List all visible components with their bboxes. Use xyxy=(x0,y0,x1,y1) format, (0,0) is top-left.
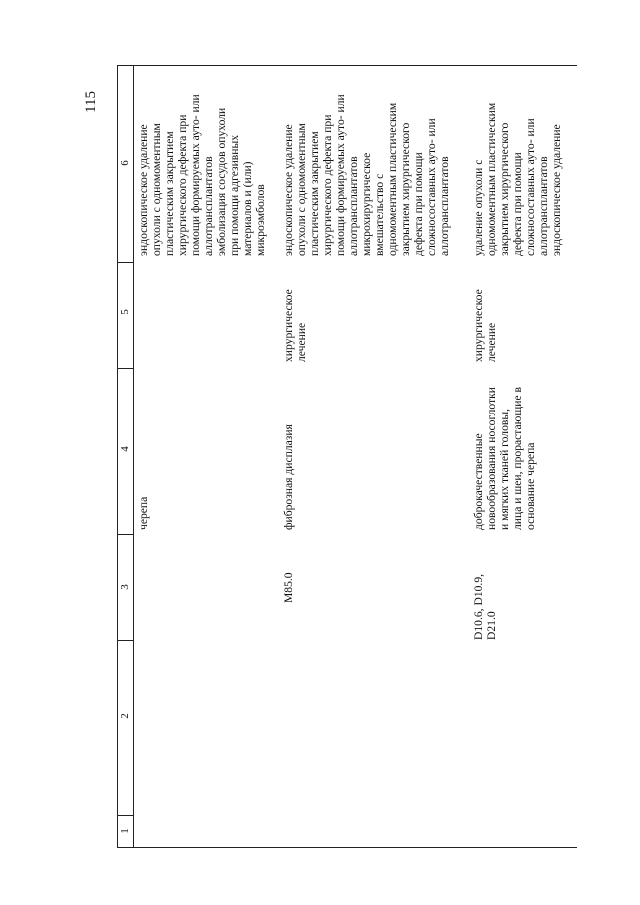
header-sep-6-5 xyxy=(117,262,133,263)
row1-diagnosis: черепа xyxy=(137,496,150,530)
header-sep-3-2 xyxy=(117,640,133,641)
colnum-6: 6 xyxy=(119,160,131,166)
row2-diagnosis: фиброзная дисплазия xyxy=(282,424,295,530)
table-left-edge xyxy=(117,847,577,848)
row2-method: эндоскопическое удаление опухоли с одномоментным пластическим закрытием хирургического дефекта при помощи формируемых ауто- или аллотрансплантатов микрохирургическое вмешательство с одномоментным пластическим закрытием хирургического дефекта при помощи сложносоставных ауто- или аллотрансплантатов xyxy=(282,94,451,256)
page-number: 115 xyxy=(83,91,99,113)
colnum-1: 1 xyxy=(119,828,131,834)
colnum-3: 3 xyxy=(119,584,131,590)
header-left-border xyxy=(117,65,118,847)
row1-method: эндоскопическое удаление опухоли с одномоментным пластическим закрытием хирургического дефекта при помощи формируемых ауто- или аллотрансплантатов эмболизация сосудов опухоли при помощи адгезивных материалов и (или) микроэмболов xyxy=(137,94,267,256)
row3-code: D10.6, D10.9, D21.0 xyxy=(472,573,498,640)
header-sep-4-3 xyxy=(117,534,133,535)
row3-method: удаление опухоли с одномоментным пластическим закрытием хирургического дефекта при помощи сложносоставных ауто- или аллотрансплантатов эндоскопическое удаление xyxy=(472,102,563,256)
header-right-border xyxy=(133,65,134,847)
row3-treatment-type: хирургическое лечение xyxy=(472,289,498,362)
colnum-2: 2 xyxy=(119,713,131,719)
header-sep-5-4 xyxy=(117,368,133,369)
row2-code: M85.0 xyxy=(282,572,295,603)
row2-treatment-type: хирургическое лечение xyxy=(282,289,308,362)
header-sep-2-1 xyxy=(117,815,133,816)
row3-diagnosis: доброкачественные новообразования носоглотки и мягких тканей головы, лица и шеи, прорастающие в основание черепа xyxy=(472,387,537,530)
colnum-5: 5 xyxy=(119,309,131,315)
colnum-4: 4 xyxy=(119,446,131,452)
table-right-edge xyxy=(117,65,577,66)
